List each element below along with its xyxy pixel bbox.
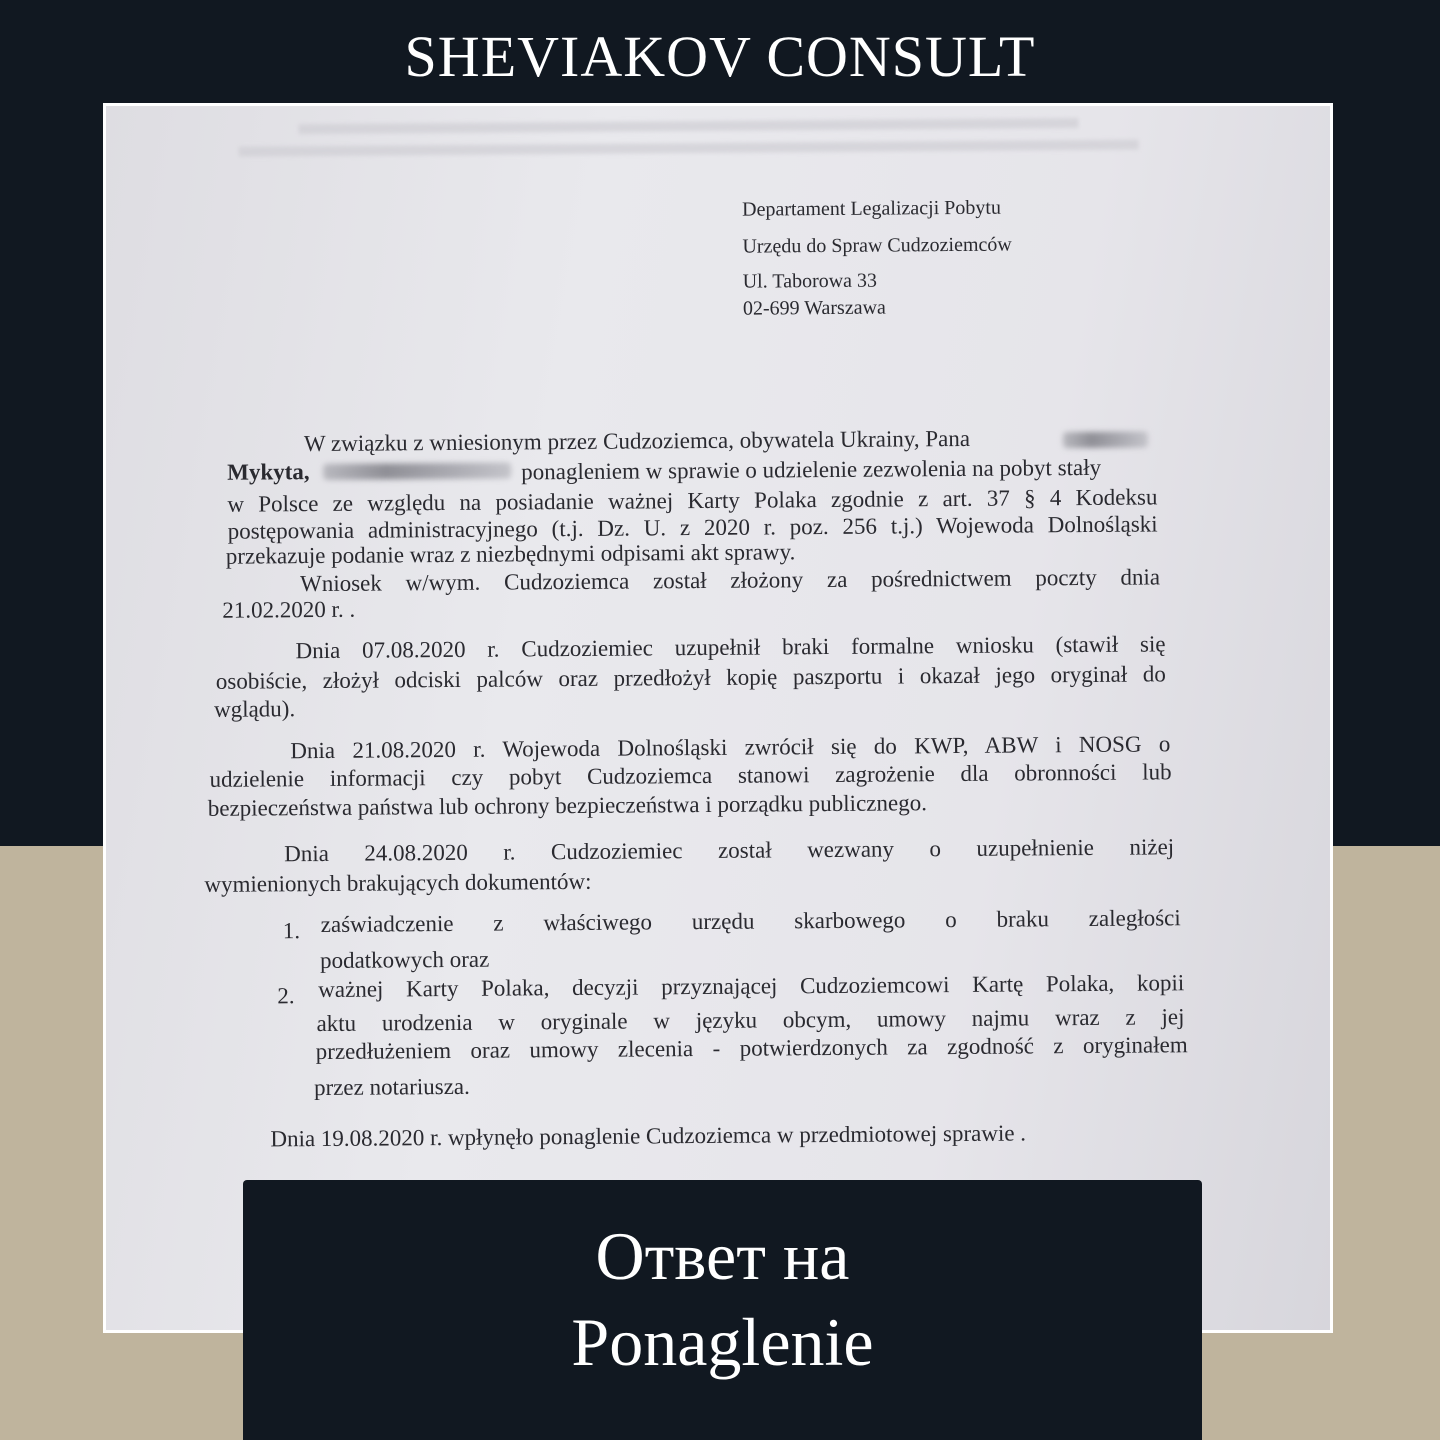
caption-line: Ответ на — [595, 1218, 850, 1294]
caption-box — [243, 1180, 1202, 1440]
redacted-surname — [1063, 431, 1148, 448]
list-number: 1. — [282, 918, 301, 944]
text-line: ponagleniem w sprawie o udzielenie zezwolenia na pobyt stały — [521, 454, 1102, 485]
text-line: osobiście, złożył odciski palców oraz przedłożył kopię paszportu i okazał jego oryginał do — [215, 661, 1166, 694]
text-line: Dnia 21.08.2020 r. Wojewoda Dolnośląski zwrócił się do KWP, ABW i NOSG o — [290, 731, 1171, 764]
list-item-line: przedłużeniem oraz umowy zlecenia - potwierdzonych za zgodność z oryginałem — [315, 1032, 1188, 1065]
text-line: W związku z wniesionym przez Cudzoziemca, obywatela Ukrainy, Pana — [303, 425, 971, 457]
address-line: Urzędu do Spraw Cudzoziemców — [742, 233, 1012, 258]
text-line: w Polsce ze względu na posiadanie ważnej Karty Polaka zgodnie z art. 37 § 4 Kodeksu — [227, 484, 1158, 517]
text-line: Dnia 24.08.2020 r. Cudzoziemiec został wezwany o uzupełnienie niżej — [284, 834, 1175, 867]
list-item-line: aktu urodzenia w oryginale w języku obcym, umowy najmu wraz z jej — [316, 1004, 1185, 1037]
text-line: bezpieczeństwa państwa lub ochrony bezpieczeństwa i porządku publicznego. — [207, 790, 927, 821]
text-line: udzielenie informacji czy pobyt Cudzoziemca stanowi zagrożenie dla obronności lub — [209, 759, 1172, 792]
address-line: Ul. Taborowa 33 — [742, 269, 878, 293]
redacted-name — [323, 462, 511, 479]
faint-bleedthrough-text — [239, 140, 1139, 157]
document-photo-frame — [103, 103, 1333, 1333]
address-line: 02-699 Warszawa — [742, 296, 886, 320]
text-line: Dnia 19.08.2020 r. wpłynęło ponaglenie Cudzoziemca w przedmiotowej sprawie . — [270, 1120, 1027, 1152]
document-page — [103, 103, 1333, 1333]
text-line: Dnia 07.08.2020 r. Cudzoziemiec uzupełnił braki formalne wniosku (stawił się — [295, 631, 1166, 664]
text-line: wglądu). — [213, 696, 296, 722]
list-item-line: zaświadczenie z właściwego urzędu skarbowego o braku zaległości — [320, 905, 1181, 938]
list-item-line: podatkowych oraz — [319, 946, 490, 974]
text-line: 21.02.2020 r. . — [222, 596, 356, 623]
address-line: Departament Legalizacji Pobytu — [742, 196, 1002, 221]
brand-title: SHEVIAKOV CONSULT — [404, 24, 1036, 89]
list-item-line: przez notariusza. — [313, 1073, 470, 1101]
text-line: wymienionych brakujących dokumentów: — [204, 868, 592, 897]
caption-line: Ponaglenie — [571, 1304, 874, 1380]
text-line: Wniosek w/wym. Cudzoziemca został złożony za pośrednictwem poczty dnia — [299, 564, 1161, 597]
list-item-line: ważnej Karty Polaka, decyzji przyznającej Cudzoziemcowi Kartę Polaka, kopii — [318, 970, 1185, 1003]
list-number: 2. — [277, 983, 295, 1009]
name-bold: Mykyta, — [227, 459, 310, 485]
faint-bleedthrough-text — [298, 118, 1078, 134]
text-line: postępowania administracyjnego (t.j. Dz. U. z 2020 r. poz. 256 t.j.) Wojewoda Dolnośląski — [227, 511, 1158, 544]
text-line: przekazuje podanie wraz z niezbędnymi odpisami akt sprawy. — [225, 539, 796, 569]
